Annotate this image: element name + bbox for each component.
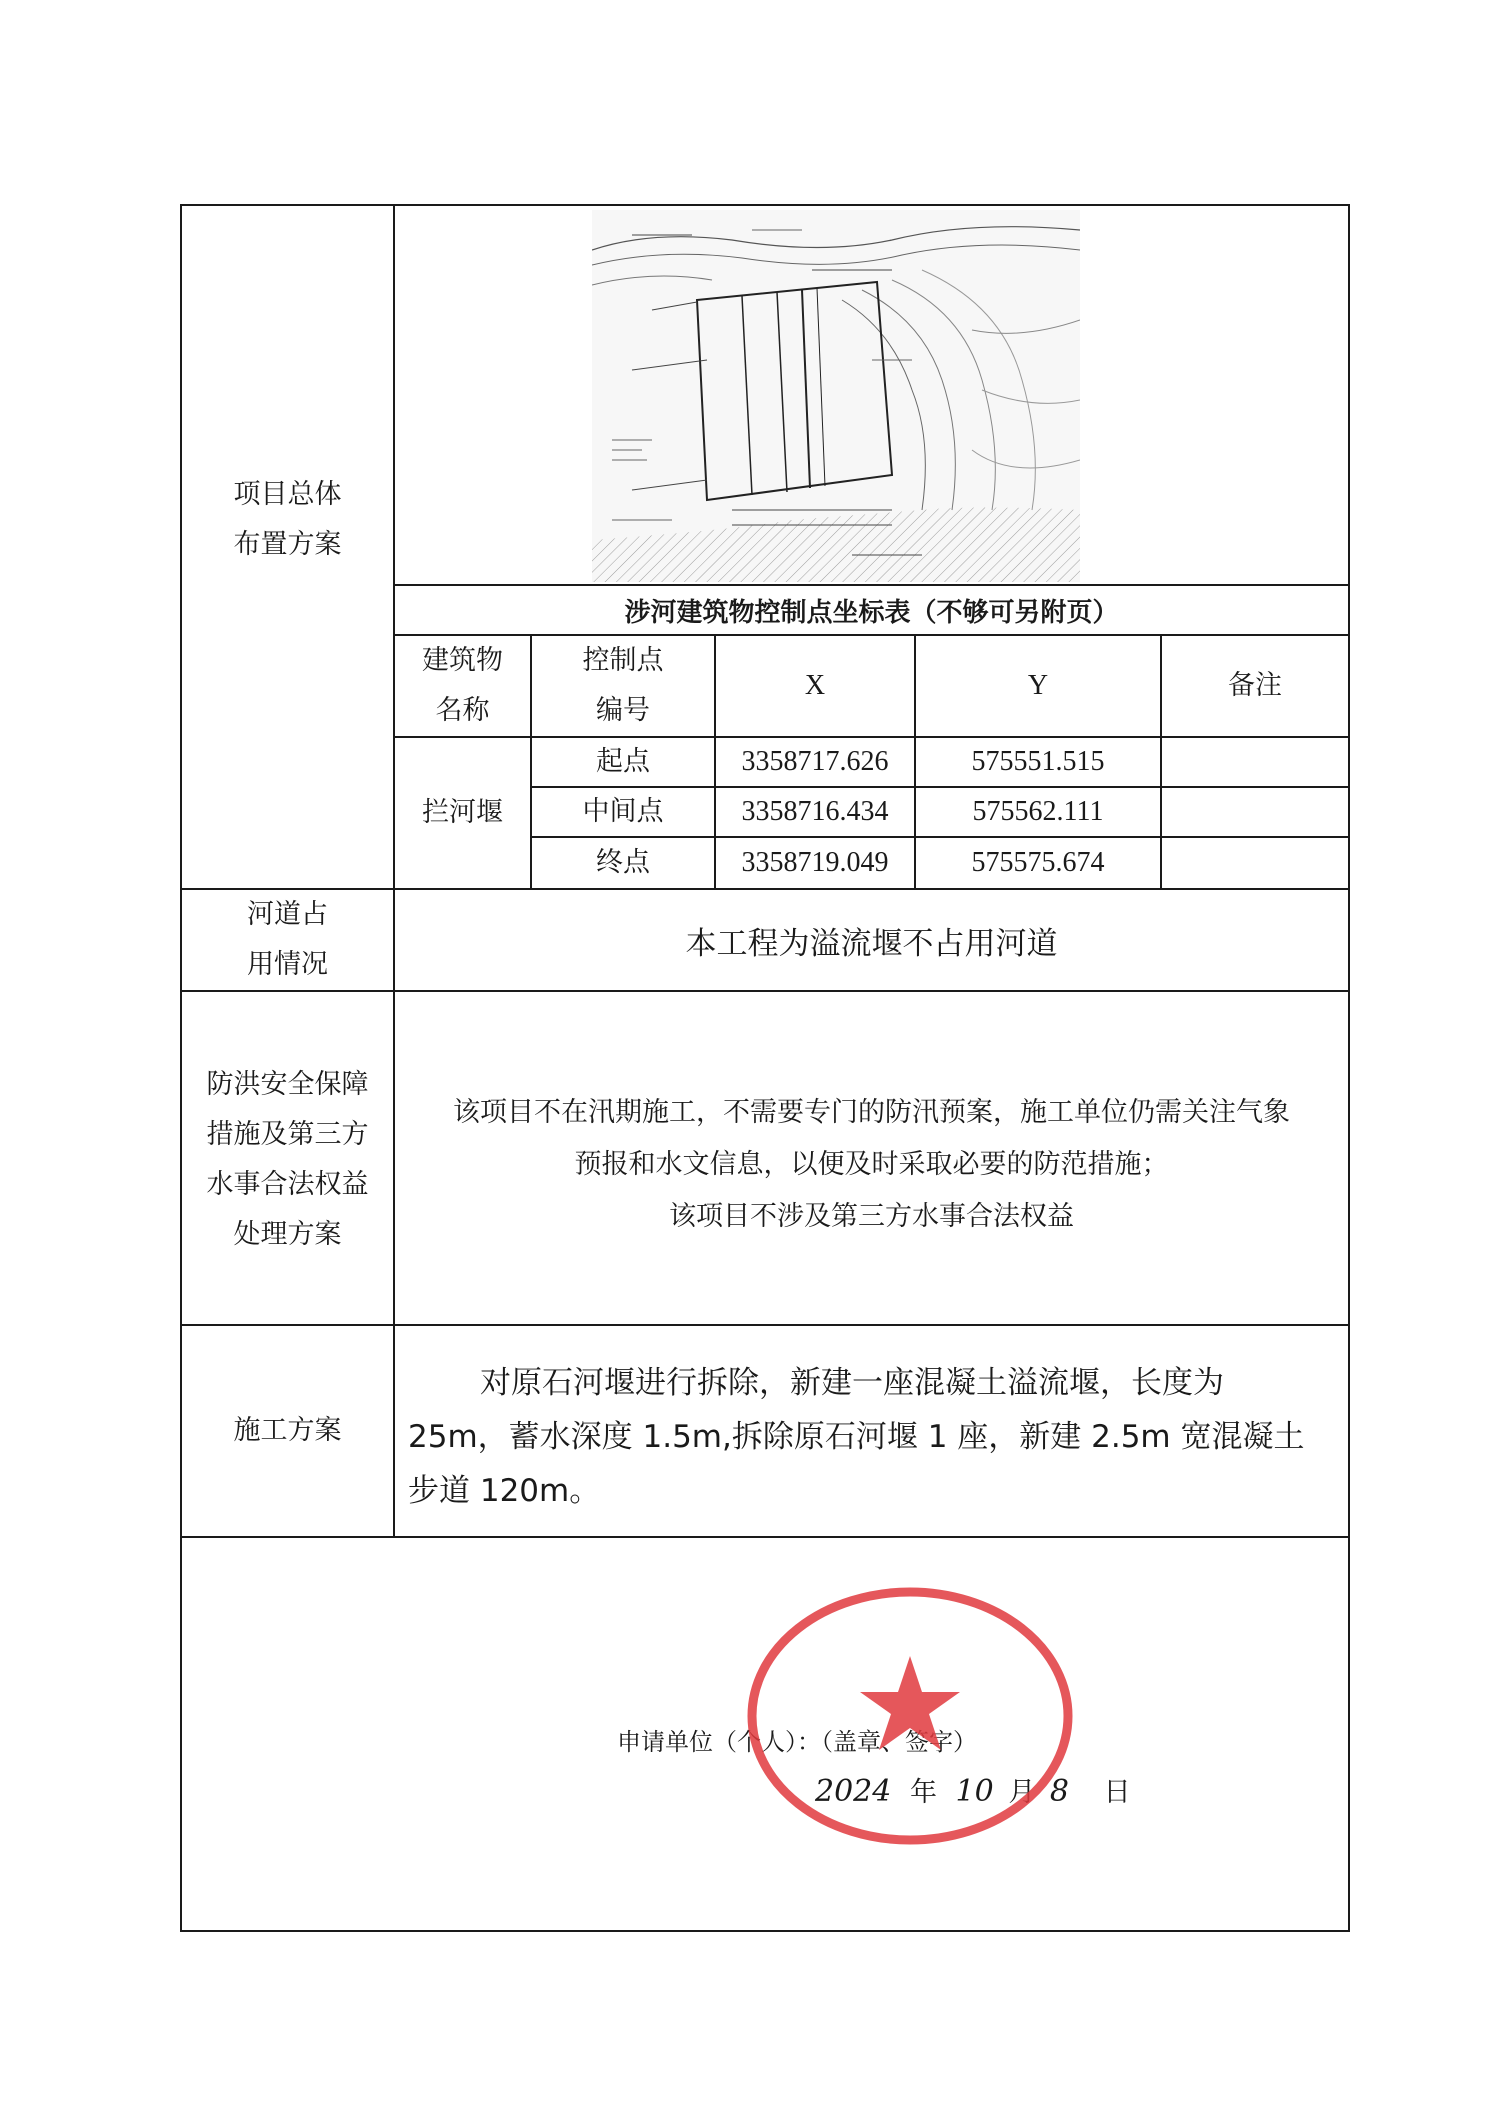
row-x-end: 3358719.049	[741, 847, 889, 878]
row-x-start: 3358717.626	[741, 746, 889, 777]
row-x-mid: 3358716.434	[741, 796, 889, 827]
flood-safety-label: 防洪安全保障 措施及第三方 水事合法权益 处理方案	[206, 1069, 369, 1250]
section-divider-2	[180, 990, 1350, 992]
header-structure-name: 建筑物 名称	[422, 645, 503, 726]
layout-label: 项目总体 布置方案	[233, 479, 342, 560]
river-occupancy-label: 河道占 用情况	[247, 899, 328, 980]
river-occupancy-text: 本工程为溢流堰不占用河道	[685, 925, 1058, 962]
applicant-signature-line: 申请单位（个人）：（盖章、签字）	[617, 1728, 977, 1756]
date-month: 10	[955, 1774, 994, 1809]
row-note-start	[1162, 738, 1348, 786]
date-day-unit: 日	[1103, 1777, 1131, 1808]
header-y: Y	[1027, 670, 1049, 701]
structure-name-cell: 拦河堰	[422, 797, 503, 828]
construction-plan-label: 施工方案	[233, 1415, 342, 1446]
table-title: 涉河建筑物控制点坐标表（不够可另附页）	[624, 597, 1119, 628]
date-year-unit: 年	[909, 1777, 937, 1808]
header-control-point: 控制点 编号	[582, 645, 664, 726]
construction-plan-text: 对原石河堰进行拆除，新建一座混凝土溢流堰，长度为 25m，蓄水深度 1.5m,拆除原石河堰 1 座，新建 2.5m 宽混凝土 步道 120m。	[408, 1365, 1305, 1509]
row-point-start: 起点	[596, 746, 650, 777]
header-x: X	[804, 670, 826, 701]
table-bottom-border	[180, 1930, 1350, 1932]
official-seal-stamp	[742, 1582, 1078, 1850]
row-note-end	[1162, 838, 1348, 888]
date-year: 2024	[815, 1774, 892, 1809]
section-divider-4	[180, 1536, 1350, 1538]
row-y-start: 575551.515	[971, 746, 1105, 777]
row-point-end: 终点	[596, 847, 650, 878]
header-note: 备注	[1228, 670, 1282, 701]
row-y-mid: 575562.111	[972, 796, 1104, 827]
date-month-unit: 月	[1008, 1777, 1036, 1808]
site-plan-drawing	[592, 210, 1080, 582]
flood-safety-text: 该项目不在汛期施工，不需要专门的防汛预案，施工单位仍需关注气象 预报和水文信息，以便及时采取必要的防范措施； 该项目不涉及第三方水事合法权益	[453, 1097, 1290, 1232]
row-note-mid	[1162, 788, 1348, 836]
row-y-end: 575575.674	[971, 847, 1105, 878]
date-day: 8	[1049, 1774, 1070, 1809]
row-point-mid: 中间点	[582, 796, 664, 827]
table-top-border	[180, 204, 1350, 206]
table-right-border	[1348, 204, 1350, 1932]
